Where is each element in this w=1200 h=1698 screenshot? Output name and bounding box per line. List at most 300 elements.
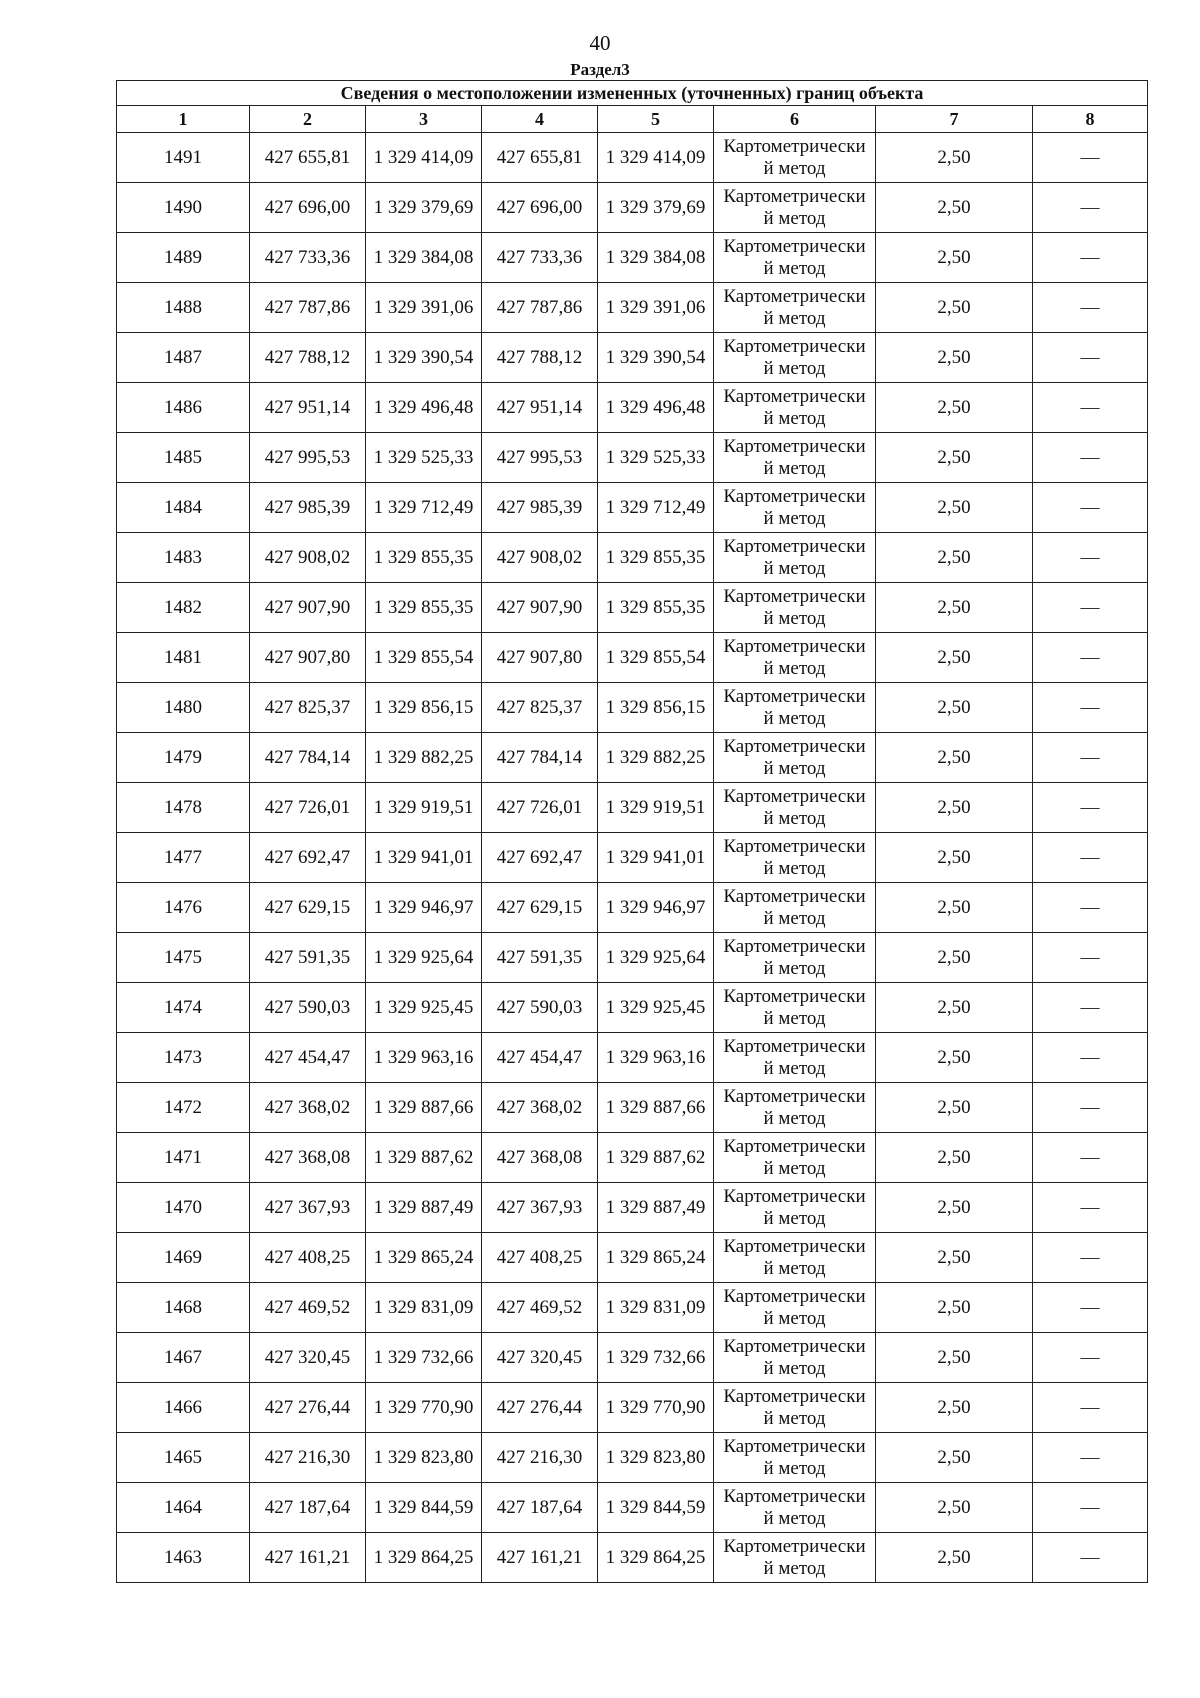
description-cell: —	[1033, 1433, 1148, 1483]
column-header: 3	[366, 106, 482, 133]
method-line-2: й метод	[763, 707, 826, 729]
method-cell	[714, 733, 876, 783]
accuracy-cell: 2,50	[876, 1033, 1033, 1083]
accuracy-cell: 2,50	[876, 683, 1033, 733]
accuracy-cell: 2,50	[876, 333, 1033, 383]
x-existing-cell: 427 276,44	[250, 1383, 366, 1433]
description-cell: —	[1033, 283, 1148, 333]
accuracy-cell: 2,50	[876, 733, 1033, 783]
table-row	[117, 283, 1148, 333]
method-cell	[714, 983, 876, 1033]
x-existing-cell: 427 368,08	[250, 1133, 366, 1183]
point-number-cell: 1487	[117, 333, 250, 383]
point-number-cell: 1485	[117, 433, 250, 483]
description-cell: —	[1033, 1033, 1148, 1083]
x-existing-cell: 427 788,12	[250, 333, 366, 383]
point-number-cell: 1473	[117, 1033, 250, 1083]
x-existing-cell: 427 469,52	[250, 1283, 366, 1333]
x-refined-cell: 427 629,15	[482, 883, 598, 933]
point-number-cell: 1470	[117, 1183, 250, 1233]
table-row	[117, 933, 1148, 983]
description-cell: —	[1033, 483, 1148, 533]
method-line-1: Картометрически	[723, 1285, 866, 1307]
x-refined-cell: 427 825,37	[482, 683, 598, 733]
y-existing-cell: 1 329 414,09	[366, 133, 482, 183]
x-refined-cell: 427 408,25	[482, 1233, 598, 1283]
x-existing-cell: 427 591,35	[250, 933, 366, 983]
y-refined-cell: 1 329 844,59	[598, 1483, 714, 1533]
method-line-2: й метод	[763, 157, 826, 179]
method-line-1: Картометрически	[723, 935, 866, 957]
x-existing-cell: 427 368,02	[250, 1083, 366, 1133]
method-cell	[714, 383, 876, 433]
method-line-1: Картометрически	[723, 1185, 866, 1207]
method-line-1: Картометрически	[723, 1085, 866, 1107]
y-refined-cell: 1 329 887,66	[598, 1083, 714, 1133]
point-number-cell: 1491	[117, 133, 250, 183]
table-row	[117, 233, 1148, 283]
method-line-1: Картометрически	[723, 235, 866, 257]
method-cell	[714, 1333, 876, 1383]
y-refined-cell: 1 329 391,06	[598, 283, 714, 333]
table-row	[117, 383, 1148, 433]
description-cell: —	[1033, 733, 1148, 783]
x-existing-cell: 427 408,25	[250, 1233, 366, 1283]
accuracy-cell: 2,50	[876, 483, 1033, 533]
x-refined-cell: 427 655,81	[482, 133, 598, 183]
description-cell: —	[1033, 1283, 1148, 1333]
point-number-cell: 1476	[117, 883, 250, 933]
y-refined-cell: 1 329 864,25	[598, 1533, 714, 1583]
method-line-2: й метод	[763, 757, 826, 779]
column-header: 5	[598, 106, 714, 133]
x-existing-cell: 427 907,80	[250, 633, 366, 683]
method-cell	[714, 883, 876, 933]
description-cell: —	[1033, 1083, 1148, 1133]
x-refined-cell: 427 907,90	[482, 583, 598, 633]
column-header-row	[117, 106, 1148, 133]
accuracy-cell: 2,50	[876, 583, 1033, 633]
y-refined-cell: 1 329 865,24	[598, 1233, 714, 1283]
point-number-cell: 1463	[117, 1533, 250, 1583]
point-number-cell: 1469	[117, 1233, 250, 1283]
method-line-2: й метод	[763, 957, 826, 979]
table-row	[117, 1033, 1148, 1083]
method-line-1: Картометрически	[723, 835, 866, 857]
y-refined-cell: 1 329 946,97	[598, 883, 714, 933]
y-refined-cell: 1 329 525,33	[598, 433, 714, 483]
table-row	[117, 983, 1148, 1033]
method-cell	[714, 283, 876, 333]
method-line-2: й метод	[763, 1207, 826, 1229]
method-line-2: й метод	[763, 1057, 826, 1079]
method-line-1: Картометрически	[723, 135, 866, 157]
y-refined-cell: 1 329 855,54	[598, 633, 714, 683]
point-number-cell: 1467	[117, 1333, 250, 1383]
description-cell: —	[1033, 783, 1148, 833]
y-existing-cell: 1 329 379,69	[366, 183, 482, 233]
x-refined-cell: 427 995,53	[482, 433, 598, 483]
y-existing-cell: 1 329 496,48	[366, 383, 482, 433]
table-row	[117, 683, 1148, 733]
accuracy-cell: 2,50	[876, 983, 1033, 1033]
method-cell	[714, 683, 876, 733]
point-number-cell: 1489	[117, 233, 250, 283]
table-row	[117, 1133, 1148, 1183]
x-refined-cell: 427 907,80	[482, 633, 598, 683]
description-cell: —	[1033, 133, 1148, 183]
column-header: 2	[250, 106, 366, 133]
x-refined-cell: 427 161,21	[482, 1533, 598, 1583]
method-line-2: й метод	[763, 1257, 826, 1279]
method-cell	[714, 1133, 876, 1183]
method-line-1: Картометрически	[723, 485, 866, 507]
table-row	[117, 1433, 1148, 1483]
y-existing-cell: 1 329 390,54	[366, 333, 482, 383]
x-refined-cell: 427 696,00	[482, 183, 598, 233]
column-header: 7	[876, 106, 1033, 133]
method-cell	[714, 233, 876, 283]
method-cell	[714, 1483, 876, 1533]
column-header: 6	[714, 106, 876, 133]
point-number-cell: 1465	[117, 1433, 250, 1483]
point-number-cell: 1484	[117, 483, 250, 533]
point-number-cell: 1466	[117, 1383, 250, 1433]
point-number-cell: 1475	[117, 933, 250, 983]
method-line-2: й метод	[763, 1457, 826, 1479]
description-cell: —	[1033, 183, 1148, 233]
x-existing-cell: 427 320,45	[250, 1333, 366, 1383]
y-refined-cell: 1 329 379,69	[598, 183, 714, 233]
accuracy-cell: 2,50	[876, 883, 1033, 933]
accuracy-cell: 2,50	[876, 1433, 1033, 1483]
method-cell	[714, 1283, 876, 1333]
method-line-2: й метод	[763, 1407, 826, 1429]
x-refined-cell: 427 787,86	[482, 283, 598, 333]
y-refined-cell: 1 329 712,49	[598, 483, 714, 533]
table-row	[117, 783, 1148, 833]
point-number-cell: 1468	[117, 1283, 250, 1333]
method-line-1: Картометрически	[723, 1335, 866, 1357]
method-line-2: й метод	[763, 1307, 826, 1329]
x-refined-cell: 427 368,08	[482, 1133, 598, 1183]
x-refined-cell: 427 908,02	[482, 533, 598, 583]
x-existing-cell: 427 454,47	[250, 1033, 366, 1083]
accuracy-cell: 2,50	[876, 183, 1033, 233]
method-line-2: й метод	[763, 1007, 826, 1029]
x-existing-cell: 427 995,53	[250, 433, 366, 483]
table-row	[117, 133, 1148, 183]
table-row	[117, 1233, 1148, 1283]
point-number-cell: 1481	[117, 633, 250, 683]
y-existing-cell: 1 329 925,64	[366, 933, 482, 983]
x-existing-cell: 427 825,37	[250, 683, 366, 733]
method-line-2: й метод	[763, 507, 826, 529]
y-existing-cell: 1 329 525,33	[366, 433, 482, 483]
table-row	[117, 1083, 1148, 1133]
y-existing-cell: 1 329 941,01	[366, 833, 482, 883]
y-existing-cell: 1 329 865,24	[366, 1233, 482, 1283]
point-number-cell: 1490	[117, 183, 250, 233]
point-number-cell: 1474	[117, 983, 250, 1033]
method-line-1: Картометрически	[723, 1135, 866, 1157]
table-row	[117, 1283, 1148, 1333]
x-existing-cell: 427 655,81	[250, 133, 366, 183]
table-row	[117, 733, 1148, 783]
x-existing-cell: 427 216,30	[250, 1433, 366, 1483]
point-number-cell: 1479	[117, 733, 250, 783]
y-refined-cell: 1 329 856,15	[598, 683, 714, 733]
description-cell: —	[1033, 983, 1148, 1033]
y-existing-cell: 1 329 925,45	[366, 983, 482, 1033]
x-existing-cell: 427 951,14	[250, 383, 366, 433]
method-cell	[714, 783, 876, 833]
method-cell	[714, 1183, 876, 1233]
accuracy-cell: 2,50	[876, 783, 1033, 833]
method-cell	[714, 583, 876, 633]
table-row	[117, 183, 1148, 233]
table-body	[117, 133, 1148, 1583]
method-line-2: й метод	[763, 407, 826, 429]
y-existing-cell: 1 329 391,06	[366, 283, 482, 333]
y-existing-cell: 1 329 384,08	[366, 233, 482, 283]
method-line-2: й метод	[763, 357, 826, 379]
method-line-1: Картометрически	[723, 985, 866, 1007]
x-refined-cell: 427 276,44	[482, 1383, 598, 1433]
method-line-1: Картометрически	[723, 1485, 866, 1507]
x-existing-cell: 427 367,93	[250, 1183, 366, 1233]
y-refined-cell: 1 329 925,64	[598, 933, 714, 983]
accuracy-cell: 2,50	[876, 1233, 1033, 1283]
x-refined-cell: 427 726,01	[482, 783, 598, 833]
y-existing-cell: 1 329 864,25	[366, 1533, 482, 1583]
y-existing-cell: 1 329 844,59	[366, 1483, 482, 1533]
accuracy-cell: 2,50	[876, 633, 1033, 683]
method-cell	[714, 933, 876, 983]
description-cell: —	[1033, 633, 1148, 683]
method-cell	[714, 1033, 876, 1083]
x-refined-cell: 427 590,03	[482, 983, 598, 1033]
y-existing-cell: 1 329 855,35	[366, 583, 482, 633]
method-line-1: Картометрически	[723, 1385, 866, 1407]
y-existing-cell: 1 329 887,49	[366, 1183, 482, 1233]
description-cell: —	[1033, 1133, 1148, 1183]
method-cell	[714, 333, 876, 383]
description-cell: —	[1033, 833, 1148, 883]
table-row	[117, 583, 1148, 633]
x-existing-cell: 427 590,03	[250, 983, 366, 1033]
x-refined-cell: 427 454,47	[482, 1033, 598, 1083]
accuracy-cell: 2,50	[876, 133, 1033, 183]
method-cell	[714, 433, 876, 483]
description-cell: —	[1033, 583, 1148, 633]
y-existing-cell: 1 329 963,16	[366, 1033, 482, 1083]
y-existing-cell: 1 329 823,80	[366, 1433, 482, 1483]
method-line-2: й метод	[763, 1157, 826, 1179]
description-cell: —	[1033, 933, 1148, 983]
column-header: 8	[1033, 106, 1148, 133]
accuracy-cell: 2,50	[876, 533, 1033, 583]
y-refined-cell: 1 329 414,09	[598, 133, 714, 183]
x-existing-cell: 427 985,39	[250, 483, 366, 533]
x-existing-cell: 427 696,00	[250, 183, 366, 233]
method-line-1: Картометрически	[723, 635, 866, 657]
method-line-1: Картометрически	[723, 1535, 866, 1557]
y-existing-cell: 1 329 887,66	[366, 1083, 482, 1133]
description-cell: —	[1033, 333, 1148, 383]
x-refined-cell: 427 469,52	[482, 1283, 598, 1333]
method-cell	[714, 183, 876, 233]
point-number-cell: 1483	[117, 533, 250, 583]
x-existing-cell: 427 692,47	[250, 833, 366, 883]
accuracy-cell: 2,50	[876, 1083, 1033, 1133]
description-cell: —	[1033, 1233, 1148, 1283]
method-line-1: Картометрически	[723, 1035, 866, 1057]
x-refined-cell: 427 788,12	[482, 333, 598, 383]
y-refined-cell: 1 329 925,45	[598, 983, 714, 1033]
table-row	[117, 333, 1148, 383]
accuracy-cell: 2,50	[876, 1533, 1033, 1583]
x-refined-cell: 427 216,30	[482, 1433, 598, 1483]
accuracy-cell: 2,50	[876, 1183, 1033, 1233]
method-line-1: Картометрически	[723, 735, 866, 757]
method-line-1: Картометрически	[723, 385, 866, 407]
method-line-2: й метод	[763, 1557, 826, 1579]
accuracy-cell: 2,50	[876, 283, 1033, 333]
method-cell	[714, 1533, 876, 1583]
y-existing-cell: 1 329 855,35	[366, 533, 482, 583]
x-existing-cell: 427 187,64	[250, 1483, 366, 1533]
method-line-2: й метод	[763, 1107, 826, 1129]
x-refined-cell: 427 951,14	[482, 383, 598, 433]
table-row	[117, 433, 1148, 483]
method-cell	[714, 833, 876, 883]
method-line-1: Картометрически	[723, 285, 866, 307]
y-existing-cell: 1 329 882,25	[366, 733, 482, 783]
y-refined-cell: 1 329 963,16	[598, 1033, 714, 1083]
method-cell	[714, 533, 876, 583]
y-refined-cell: 1 329 390,54	[598, 333, 714, 383]
accuracy-cell: 2,50	[876, 933, 1033, 983]
method-line-1: Картометрически	[723, 1435, 866, 1457]
method-line-2: й метод	[763, 907, 826, 929]
table-row	[117, 833, 1148, 883]
column-header: 1	[117, 106, 250, 133]
method-line-1: Картометрически	[723, 785, 866, 807]
accuracy-cell: 2,50	[876, 233, 1033, 283]
table-row	[117, 1333, 1148, 1383]
point-number-cell: 1471	[117, 1133, 250, 1183]
page-number: 40	[589, 31, 611, 55]
point-number-cell: 1478	[117, 783, 250, 833]
description-cell: —	[1033, 233, 1148, 283]
x-existing-cell: 427 787,86	[250, 283, 366, 333]
y-refined-cell: 1 329 855,35	[598, 533, 714, 583]
y-refined-cell: 1 329 887,62	[598, 1133, 714, 1183]
table-row	[117, 1383, 1148, 1433]
description-cell: —	[1033, 683, 1148, 733]
description-cell: —	[1033, 1483, 1148, 1533]
accuracy-cell: 2,50	[876, 383, 1033, 433]
method-line-1: Картометрически	[723, 885, 866, 907]
method-line-2: й метод	[763, 557, 826, 579]
accuracy-cell: 2,50	[876, 1333, 1033, 1383]
x-existing-cell: 427 907,90	[250, 583, 366, 633]
y-existing-cell: 1 329 712,49	[366, 483, 482, 533]
point-number-cell: 1480	[117, 683, 250, 733]
x-refined-cell: 427 320,45	[482, 1333, 598, 1383]
method-line-1: Картометрически	[723, 535, 866, 557]
x-existing-cell: 427 908,02	[250, 533, 366, 583]
method-cell	[714, 1233, 876, 1283]
method-line-1: Картометрически	[723, 585, 866, 607]
y-existing-cell: 1 329 856,15	[366, 683, 482, 733]
table-row	[117, 483, 1148, 533]
y-existing-cell: 1 329 946,97	[366, 883, 482, 933]
method-line-1: Картометрически	[723, 185, 866, 207]
x-existing-cell: 427 784,14	[250, 733, 366, 783]
method-line-1: Картометрически	[723, 685, 866, 707]
point-number-cell: 1482	[117, 583, 250, 633]
y-existing-cell: 1 329 887,62	[366, 1133, 482, 1183]
method-line-2: й метод	[763, 307, 826, 329]
description-cell: —	[1033, 433, 1148, 483]
y-existing-cell: 1 329 831,09	[366, 1283, 482, 1333]
method-line-1: Картометрически	[723, 435, 866, 457]
x-refined-cell: 427 368,02	[482, 1083, 598, 1133]
method-line-1: Картометрически	[723, 335, 866, 357]
accuracy-cell: 2,50	[876, 1483, 1033, 1533]
description-cell: —	[1033, 383, 1148, 433]
table-row	[117, 1183, 1148, 1233]
accuracy-cell: 2,50	[876, 1133, 1033, 1183]
method-line-2: й метод	[763, 207, 826, 229]
description-cell: —	[1033, 1183, 1148, 1233]
coordinates-table	[116, 80, 1148, 1583]
y-refined-cell: 1 329 882,25	[598, 733, 714, 783]
x-refined-cell: 427 187,64	[482, 1483, 598, 1533]
x-existing-cell: 427 733,36	[250, 233, 366, 283]
y-refined-cell: 1 329 823,80	[598, 1433, 714, 1483]
method-line-2: й метод	[763, 1507, 826, 1529]
y-existing-cell: 1 329 732,66	[366, 1333, 482, 1383]
method-line-2: й метод	[763, 607, 826, 629]
method-line-2: й метод	[763, 807, 826, 829]
y-existing-cell: 1 329 770,90	[366, 1383, 482, 1433]
description-cell: —	[1033, 1533, 1148, 1583]
y-existing-cell: 1 329 919,51	[366, 783, 482, 833]
description-cell: —	[1033, 1383, 1148, 1433]
x-refined-cell: 427 784,14	[482, 733, 598, 783]
description-cell: —	[1033, 883, 1148, 933]
x-refined-cell: 427 591,35	[482, 933, 598, 983]
table-row	[117, 633, 1148, 683]
method-cell	[714, 1433, 876, 1483]
method-cell	[714, 483, 876, 533]
y-existing-cell: 1 329 855,54	[366, 633, 482, 683]
method-line-2: й метод	[763, 257, 826, 279]
description-cell: —	[1033, 533, 1148, 583]
x-existing-cell: 427 726,01	[250, 783, 366, 833]
accuracy-cell: 2,50	[876, 833, 1033, 883]
x-refined-cell: 427 733,36	[482, 233, 598, 283]
point-number-cell: 1472	[117, 1083, 250, 1133]
x-existing-cell: 427 161,21	[250, 1533, 366, 1583]
y-refined-cell: 1 329 887,49	[598, 1183, 714, 1233]
method-line-1: Картометрически	[723, 1235, 866, 1257]
accuracy-cell: 2,50	[876, 433, 1033, 483]
table-caption: Сведения о местоположении измененных (уточненных) границ объекта	[117, 81, 1148, 106]
